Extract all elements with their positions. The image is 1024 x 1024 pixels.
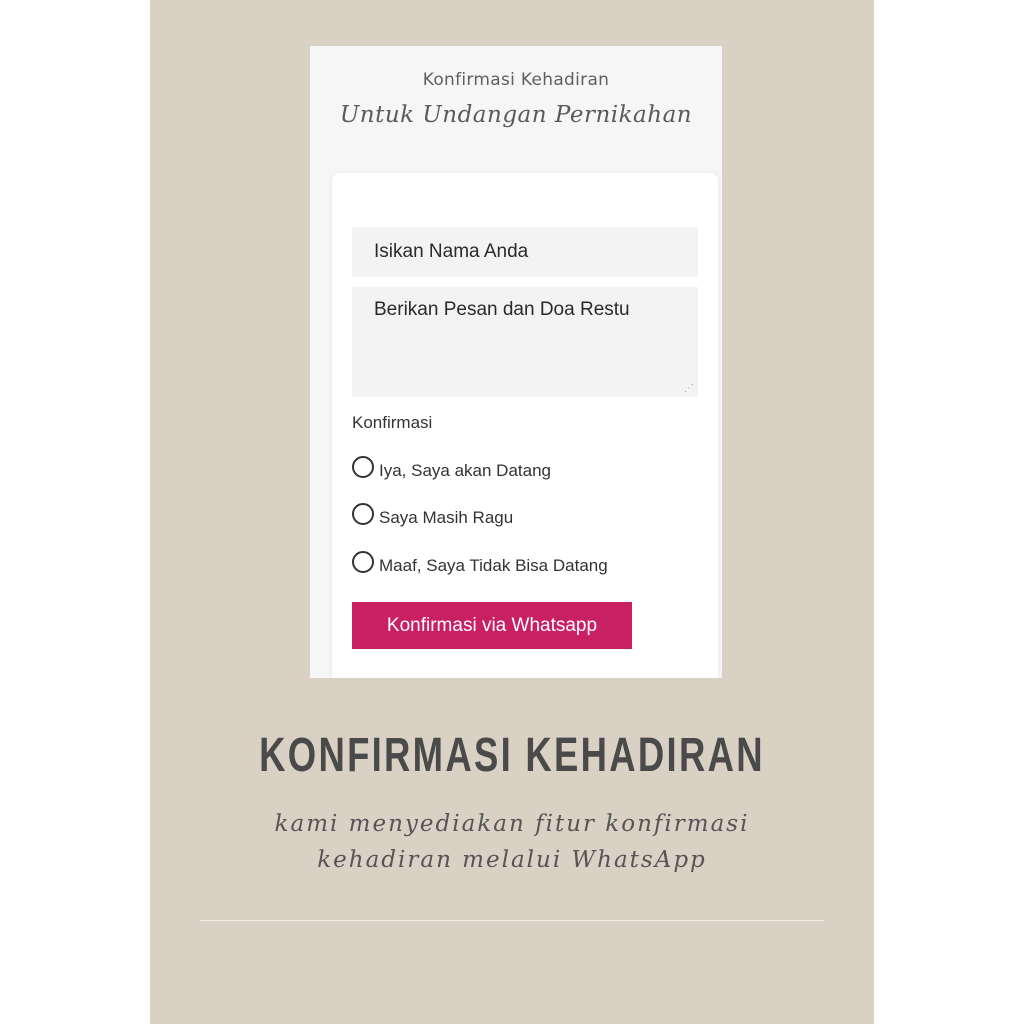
form-card xyxy=(332,173,718,678)
radio-circle-icon[interactable] xyxy=(352,456,374,478)
message-textarea-placeholder: Berikan Pesan dan Doa Restu xyxy=(374,299,630,320)
poster-description-line-1: kami menyediakan fitur konfirmasi xyxy=(274,811,750,837)
poster-heading: KONFIRMASI KEHADIRAN xyxy=(259,729,765,782)
radio-option-unsure[interactable] xyxy=(352,503,513,533)
radio-circle-icon[interactable] xyxy=(352,503,374,525)
form-subtitle: Untuk Undangan Pernikahan xyxy=(339,102,693,128)
radio-option-not-attending[interactable] xyxy=(352,551,608,581)
name-input[interactable] xyxy=(352,227,698,277)
resize-grip-icon[interactable]: ⋰ xyxy=(684,383,694,394)
promo-poster xyxy=(150,0,874,1024)
whatsapp-confirm-button[interactable]: Konfirmasi via Whatsapp xyxy=(352,602,632,649)
radio-option-attending[interactable] xyxy=(352,456,551,486)
rsvp-form-screenshot xyxy=(310,46,722,678)
name-input-placeholder: Isikan Nama Anda xyxy=(374,241,529,262)
confirmation-label: Konfirmasi xyxy=(352,413,433,432)
radio-label-not-attending: Maaf, Saya Tidak Bisa Datang xyxy=(379,556,608,575)
radio-label-unsure: Saya Masih Ragu xyxy=(379,508,514,527)
message-textarea[interactable] xyxy=(352,287,698,397)
poster-description-line-2: kehadiran melalui WhatsApp xyxy=(317,847,707,873)
radio-label-attending: Iya, Saya akan Datang xyxy=(379,461,552,480)
form-title: Konfirmasi Kehadiran xyxy=(422,70,610,90)
divider xyxy=(200,920,824,921)
radio-circle-icon[interactable] xyxy=(352,551,374,573)
